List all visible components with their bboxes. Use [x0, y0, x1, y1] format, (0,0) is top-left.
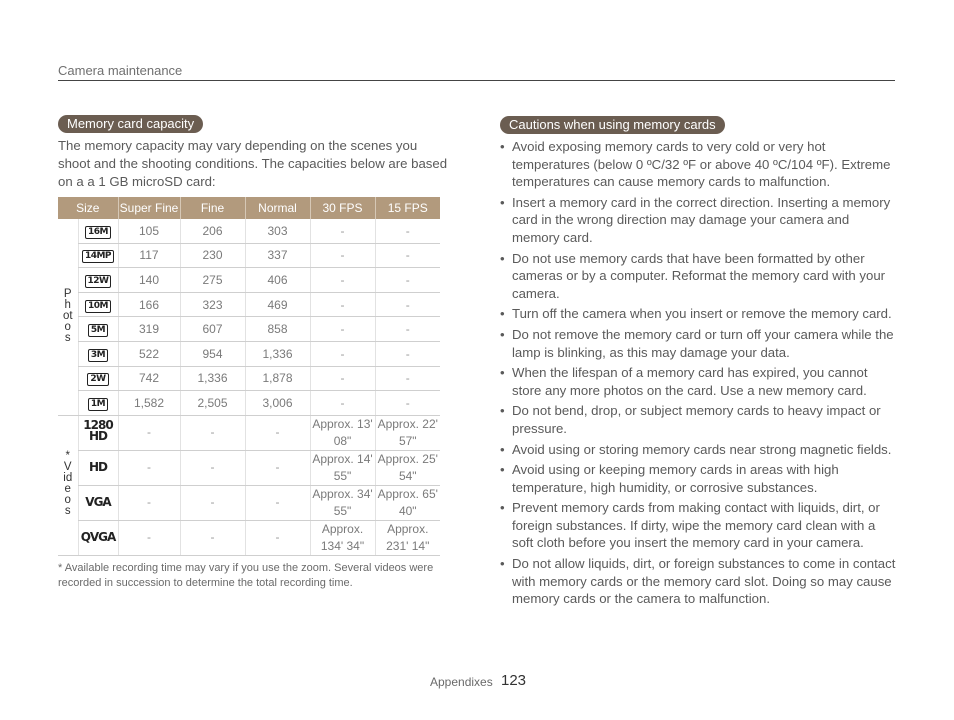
table-cell: -	[245, 450, 310, 485]
table-cell: -	[375, 391, 440, 416]
header-divider	[58, 80, 895, 81]
table-row	[58, 219, 440, 243]
table-cell: 469	[245, 292, 310, 317]
table-cell: -	[180, 485, 245, 520]
table-cell: -	[245, 520, 310, 555]
column-header: Fine	[180, 197, 245, 219]
table-cell: -	[310, 292, 375, 317]
list-item	[500, 555, 898, 608]
size-icon-cell	[78, 415, 118, 450]
list-item	[500, 138, 898, 191]
table-cell: -	[310, 317, 375, 342]
column-header: Super Fine	[118, 197, 180, 219]
table-cell: 522	[118, 341, 180, 366]
table-cell: -	[375, 317, 440, 342]
list-item	[500, 441, 898, 459]
table-row	[58, 268, 440, 293]
table-cell: 105	[118, 219, 180, 243]
bullet-icon: •	[500, 194, 505, 210]
table-cell: 1,878	[245, 366, 310, 391]
bullet-icon: •	[500, 365, 505, 381]
caution-text: Do not allow liquids, dirt, or foreign substances to come in contact with memory cards or the memory card slot. Doing so may cause memory cards or the camera to malfunction.	[512, 556, 896, 607]
table-cell: -	[245, 415, 310, 450]
list-item	[500, 402, 898, 437]
table-cell: 1,336	[180, 366, 245, 391]
bullet-icon: •	[500, 441, 505, 457]
video-vga-icon: VGA	[85, 495, 111, 510]
table-cell: -	[180, 520, 245, 555]
caution-text: Avoid using or keeping memory cards in areas with high temperature, high humidity, or corrosive substances.	[512, 462, 839, 495]
size-10m-icon: 10M	[85, 300, 111, 313]
table-cell: 607	[180, 317, 245, 342]
caution-text: Do not bend, drop, or subject memory cards to heavy impact or pressure.	[512, 403, 881, 436]
table-cell: -	[118, 415, 180, 450]
table-cell: 954	[180, 341, 245, 366]
table-row	[58, 520, 440, 555]
group-label-text: *Videos	[63, 450, 73, 518]
size-icon-cell	[78, 366, 118, 391]
table-cell: Approx. 134' 34"	[310, 520, 375, 555]
caution-text: Do not remove the memory card or turn off your camera while the lamp is blinking, as this may damage your data.	[512, 326, 894, 360]
table-cell: 206	[180, 219, 245, 243]
column-header: Normal	[245, 197, 310, 219]
size-icon-cell	[78, 219, 118, 243]
size-icon-cell	[78, 317, 118, 342]
size-icon-cell	[78, 268, 118, 293]
table-cell: Approx. 14' 55"	[310, 450, 375, 485]
bullet-icon: •	[500, 326, 505, 342]
table-cell: 1,336	[245, 341, 310, 366]
table-cell: -	[118, 485, 180, 520]
table-row	[58, 485, 440, 520]
caution-text: Avoid exposing memory cards to very cold or very hot temperatures (below 0 ºC/32 ºF or above 40 ºC/104 ºF). Extreme temperatures can cause memory cards to malfunction.	[512, 139, 891, 190]
table-cell: 337	[245, 243, 310, 268]
table-cell: 742	[118, 366, 180, 391]
table-header-row	[58, 197, 440, 219]
video-qvga-icon: QVGA	[80, 530, 116, 545]
table-row	[58, 366, 440, 391]
capacity-footnote: * Available recording time may vary if you use the zoom. Several videos were recorded in succession to determine the total recording time.	[58, 562, 434, 589]
table-cell: -	[375, 366, 440, 391]
table-row	[58, 415, 440, 450]
table-cell: -	[310, 341, 375, 366]
list-item	[500, 364, 898, 399]
table-cell: -	[310, 366, 375, 391]
list-item	[500, 499, 898, 552]
table-cell: 303	[245, 219, 310, 243]
table-cell: -	[310, 268, 375, 293]
table-cell: -	[180, 450, 245, 485]
table-row	[58, 341, 440, 366]
bullet-icon: •	[500, 250, 505, 266]
table-row	[58, 450, 440, 485]
list-item	[500, 250, 898, 303]
video-hd-icon: HD	[88, 460, 107, 475]
table-cell: 1,582	[118, 391, 180, 416]
size-14m-p-icon: 14MP	[82, 250, 114, 263]
size-5m-icon: 5M	[88, 324, 108, 337]
list-item	[500, 305, 898, 323]
table-cell: -	[310, 219, 375, 243]
table-cell: Approx. 231' 14"	[375, 520, 440, 555]
capacity-table	[58, 197, 440, 556]
list-item	[500, 326, 898, 361]
table-cell: 117	[118, 243, 180, 268]
caution-text: When the lifespan of a memory card has expired, you cannot store any more photos on the card. Use a new memory card.	[512, 365, 868, 398]
capacity-intro-text: The memory capacity may vary depending on the scenes you shoot and the shooting conditions. The capacities below are based on a a 1 GB microSD card:	[58, 138, 448, 189]
size-icon-cell	[78, 243, 118, 268]
table-cell: -	[245, 485, 310, 520]
bullet-icon: •	[500, 556, 505, 572]
table-row	[58, 391, 440, 416]
table-cell: Approx. 13' 08"	[310, 415, 375, 450]
table-cell: 3,006	[245, 391, 310, 416]
video-1280-hd-icon: 1280 HD	[83, 418, 113, 444]
caution-text: Insert a memory card in the correct direction. Inserting a memory card in the wrong direction may damage your camera and memory card.	[512, 194, 891, 245]
table-cell: Approx. 22' 57"	[375, 415, 440, 450]
list-item	[500, 461, 898, 496]
memory-card-capacity-heading: Memory card capacity	[58, 115, 203, 133]
table-cell: -	[375, 268, 440, 293]
table-cell: 166	[118, 292, 180, 317]
cautions-heading: Cautions when using memory cards	[500, 116, 725, 134]
size-icon-cell	[78, 485, 118, 520]
list-item	[500, 194, 898, 247]
size-16m-icon: 16M	[85, 226, 111, 239]
bullet-icon: •	[500, 462, 505, 478]
table-cell: Approx. 65' 40"	[375, 485, 440, 520]
photos-group-label	[58, 219, 78, 415]
caution-text: Turn off the camera when you insert or remove the memory card.	[512, 306, 892, 322]
videos-group-label	[58, 415, 78, 555]
footer-section-label: Appendixes	[430, 675, 493, 689]
bullet-icon: •	[500, 139, 505, 154]
size-icon-cell	[78, 520, 118, 555]
column-header: Size	[58, 197, 118, 219]
size-3m-icon: 3M	[88, 349, 108, 362]
table-cell: -	[180, 415, 245, 450]
table-row	[58, 243, 440, 268]
size-icon-cell	[78, 341, 118, 366]
table-cell: 319	[118, 317, 180, 342]
bullet-icon: •	[500, 403, 505, 419]
page-number: 123	[501, 672, 527, 689]
table-cell: -	[310, 391, 375, 416]
caution-text: Prevent memory cards from making contact with liquids, dirt, or foreign substances. If dirty, wipe the memory card clean with a soft cloth before you insert the memory card in your camera.	[512, 500, 880, 551]
table-cell: 230	[180, 243, 245, 268]
table-cell: -	[118, 520, 180, 555]
table-row	[58, 317, 440, 342]
cautions-list	[500, 138, 898, 611]
size-icon-cell	[78, 450, 118, 485]
table-cell: -	[375, 292, 440, 317]
table-cell: -	[310, 243, 375, 268]
bullet-icon: •	[500, 500, 505, 516]
caution-text: Avoid using or storing memory cards near strong magnetic fields.	[512, 441, 892, 457]
table-cell: 140	[118, 268, 180, 293]
table-cell: Approx. 34' 55"	[310, 485, 375, 520]
caution-text: Do not use memory cards that have been formatted by other cameras or by a computer. Reformat the memory card with your camera.	[512, 250, 886, 301]
column-header: 30 FPS	[310, 197, 375, 219]
size-icon-cell	[78, 292, 118, 317]
size-12m-wide-icon: 12W	[85, 275, 112, 288]
size-2m-wide-icon: 2W	[87, 373, 108, 386]
bullet-icon: •	[500, 306, 505, 322]
size-1m-icon: 1M	[88, 398, 108, 411]
table-cell: -	[118, 450, 180, 485]
column-header: 15 FPS	[375, 197, 440, 219]
table-cell: -	[375, 243, 440, 268]
table-cell: Approx. 25' 54"	[375, 450, 440, 485]
table-cell: 406	[245, 268, 310, 293]
table-cell: -	[375, 341, 440, 366]
table-cell: -	[375, 219, 440, 243]
size-icon-cell	[78, 391, 118, 416]
table-cell: 323	[180, 292, 245, 317]
table-cell: 858	[245, 317, 310, 342]
page-header-title: Camera maintenance	[58, 63, 183, 78]
table-row	[58, 292, 440, 317]
group-label-text: Photos	[62, 288, 73, 345]
table-cell: 2,505	[180, 391, 245, 416]
table-cell: 275	[180, 268, 245, 293]
